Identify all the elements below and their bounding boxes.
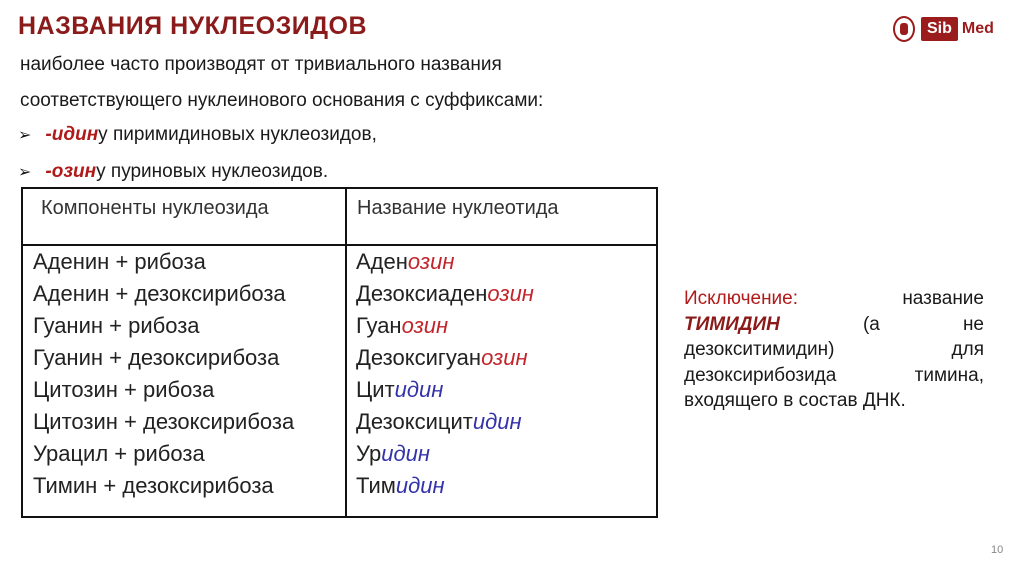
name-stem: Ур [356, 441, 382, 466]
exception-line-5 [684, 388, 984, 414]
exception-name: ТИМИДИН [684, 313, 780, 335]
exception-text: не [962, 313, 984, 335]
table-cell-components: Гуанин + дезоксирибоза [33, 345, 280, 370]
table-header-name: Название нуклеотида [357, 197, 559, 219]
bullet-pyrimidine [18, 124, 377, 146]
table-cell-name [356, 409, 522, 435]
intro-line-1: наиболее часто производят от тривиального названия [20, 54, 502, 75]
exception-line-2 [684, 312, 984, 338]
logo-med-text: Med [961, 20, 994, 37]
exception-note [684, 286, 984, 414]
exception-line-3 [684, 337, 984, 363]
exception-text: название [902, 288, 984, 309]
exception-line-4 [684, 363, 984, 389]
nucleoside-table [21, 187, 658, 518]
table-cell-components: Урацил + рибоза [33, 441, 205, 466]
bullet-arrow-icon: ➢ [18, 164, 32, 181]
table-cell-name [356, 441, 430, 467]
name-stem: Цит [356, 377, 395, 402]
bullet-suffix: -озин [45, 163, 97, 181]
name-stem: Дезоксицит [356, 409, 473, 434]
bullet-purine [18, 163, 328, 181]
name-suffix: идин [395, 473, 445, 498]
intro-line-2: соответствующего нуклеинового основания с суффиксами: [20, 90, 544, 111]
name-suffix: идин [472, 409, 522, 434]
name-stem: Дезоксигуан [356, 345, 482, 370]
table-cell-name [356, 473, 445, 499]
table-cell-name [356, 313, 448, 339]
table-cell-components: Гуанин + рибоза [33, 313, 200, 338]
exception-text: для [951, 339, 984, 360]
table-cell-name [356, 281, 534, 307]
name-stem: Гуан [356, 313, 402, 338]
sibmed-logo [893, 14, 994, 44]
table-cell-name [356, 377, 443, 403]
table-cell-components: Цитозин + рибоза [33, 377, 215, 402]
bullet-text: у пиримидиновых нуклеозидов, [98, 124, 377, 145]
slide-title: НАЗВАНИЯ НУКЛЕОЗИДОВ [18, 12, 368, 40]
table-cell-name [356, 249, 454, 275]
name-suffix: озин [487, 281, 534, 306]
bullet-text: у пуриновых нуклеозидов. [96, 163, 329, 181]
table-header-divider [23, 244, 656, 246]
bullet-suffix: -идин [45, 124, 99, 145]
table-cell-name [356, 345, 528, 371]
table-cell-components: Цитозин + дезоксирибоза [33, 409, 295, 434]
name-suffix: идин [381, 441, 430, 466]
logo-sib-text: Sib [921, 17, 958, 41]
exception-text: (а [862, 313, 880, 335]
exception-text: дезоксирибозида [684, 364, 837, 386]
table-cell-components: Аденин + рибоза [33, 249, 206, 274]
exception-text: входящего в состав ДНК. [684, 390, 906, 411]
table-header-components: Компоненты нуклеозида [41, 197, 269, 219]
name-stem: Тим [356, 473, 396, 498]
name-stem: Дезоксиаден [356, 281, 488, 306]
page-number: 10 [991, 544, 1004, 556]
exception-text: тимина, [914, 364, 984, 386]
name-suffix: озин [481, 345, 528, 370]
university-emblem-icon [893, 16, 915, 42]
exception-line-1 [684, 286, 984, 312]
exception-text: дезокситимидин) [684, 339, 835, 360]
table-column-divider [345, 189, 347, 516]
table-cell-components: Аденин + дезоксирибоза [33, 281, 286, 306]
exception-label: Исключение: [684, 288, 799, 309]
name-stem: Аден [356, 249, 408, 274]
name-suffix: озин [407, 249, 455, 274]
name-suffix: идин [394, 377, 444, 402]
table-cell-components: Тимин + дезоксирибоза [33, 473, 274, 498]
name-suffix: озин [401, 313, 449, 338]
bullet-arrow-icon: ➢ [18, 127, 32, 144]
